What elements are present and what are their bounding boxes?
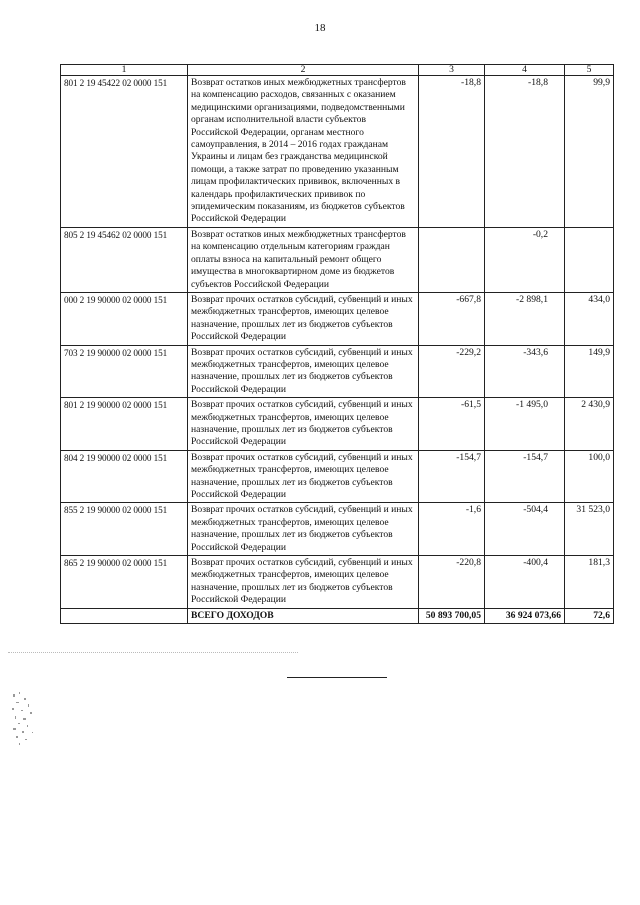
value-col-5: 2 430,9: [565, 398, 614, 451]
header-col-4: 4: [485, 65, 565, 76]
total-col-4: 36 924 073,66: [485, 608, 565, 623]
value-col-5: 149,9: [565, 345, 614, 398]
header-col-2: 2: [188, 65, 419, 76]
value-col-5: [565, 227, 614, 292]
income-name: Возврат остатков иных межбюджетных трансфертов на компенсацию расходов, связанных с оказанием медицинскими организациями, подведомственными органам исполнительной власти субъектов Российской Федерации, органам местного самоуправления, в 2014 – 2016 годах гражданам Украины и лицам без гражданства медицинской помощи, а также затрат по проведению указанным лицам профилактических прививок, включенных в календарь профилактических прививок по эпидемическим показаниям, из бюджетов субъектов Российской Федерации: [188, 76, 419, 228]
value-col-5: 100,0: [565, 450, 614, 503]
income-name: Возврат прочих остатков субсидий, субвенций и иных межбюджетных трансфертов, имеющих целевое назначение, прошлых лет из бюджетов субъектов Российской Федерации: [188, 556, 419, 609]
table-row: [61, 76, 614, 228]
budget-code: 855 2 19 90000 02 0000 151: [61, 503, 188, 556]
value-col-4: -1 495,0: [485, 398, 565, 451]
value-col-3: -1,6: [419, 503, 485, 556]
value-col-4: -343,6: [485, 345, 565, 398]
value-col-5: 434,0: [565, 292, 614, 345]
value-col-4: -504,4: [485, 503, 565, 556]
value-col-3: -229,2: [419, 345, 485, 398]
table-header-row: [61, 65, 614, 76]
table-row: [61, 556, 614, 609]
value-col-5: 99,9: [565, 76, 614, 228]
value-col-4: -18,8: [485, 76, 565, 228]
header-col-3: 3: [419, 65, 485, 76]
value-col-4: -2 898,1: [485, 292, 565, 345]
income-name: Возврат прочих остатков субсидий, субвенций и иных межбюджетных трансфертов, имеющих целевое назначение, прошлых лет из бюджетов субъектов Российской Федерации: [188, 292, 419, 345]
value-col-3: -154,7: [419, 450, 485, 503]
scan-artifact-line: [8, 652, 298, 653]
value-col-3: -220,8: [419, 556, 485, 609]
value-col-4: -400,4: [485, 556, 565, 609]
total-empty-cell: [61, 608, 188, 623]
header-col-1: 1: [61, 65, 188, 76]
income-name: Возврат прочих остатков субсидий, субвенций и иных межбюджетных трансфертов, имеющих целевое назначение, прошлых лет из бюджетов субъектов Российской Федерации: [188, 345, 419, 398]
scan-speckle-mark: [10, 690, 38, 750]
table-row: [61, 345, 614, 398]
page-number: 18: [314, 22, 326, 34]
value-col-4: -0,2: [485, 227, 565, 292]
budget-code: 805 2 19 45462 02 0000 151: [61, 227, 188, 292]
table-row: [61, 292, 614, 345]
income-name: Возврат остатков иных межбюджетных трансфертов на компенсацию отдельным категориям граждан оплаты взноса на капитальный ремонт общего имущества в многоквартирном доме из бюджетов субъектов Российской Федерации: [188, 227, 419, 292]
value-col-5: 181,3: [565, 556, 614, 609]
total-col-5: 72,6: [565, 608, 614, 623]
budget-code: 000 2 19 90000 02 0000 151: [61, 292, 188, 345]
income-name: Возврат прочих остатков субсидий, субвенций и иных межбюджетных трансфертов, имеющих целевое назначение, прошлых лет из бюджетов субъектов Российской Федерации: [188, 398, 419, 451]
value-col-4: -154,7: [485, 450, 565, 503]
income-name: Возврат прочих остатков субсидий, субвенций и иных межбюджетных трансфертов, имеющих целевое назначение, прошлых лет из бюджетов субъектов Российской Федерации: [188, 450, 419, 503]
budget-code: 865 2 19 90000 02 0000 151: [61, 556, 188, 609]
budget-code: 801 2 19 45422 02 0000 151: [61, 76, 188, 228]
table-row: [61, 450, 614, 503]
table-row: [61, 227, 614, 292]
header-col-5: 5: [565, 65, 614, 76]
value-col-3: -61,5: [419, 398, 485, 451]
table-row: [61, 398, 614, 451]
revenue-table: [60, 64, 614, 624]
value-col-3: -667,8: [419, 292, 485, 345]
total-col-3: 50 893 700,05: [419, 608, 485, 623]
value-col-3: -18,8: [419, 76, 485, 228]
value-col-3: [419, 227, 485, 292]
table-row: [61, 503, 614, 556]
budget-code: 703 2 19 90000 02 0000 151: [61, 345, 188, 398]
total-label: ВСЕГО ДОХОДОВ: [188, 608, 419, 623]
budget-code: 801 2 19 90000 02 0000 151: [61, 398, 188, 451]
income-name: Возврат прочих остатков субсидий, субвенций и иных межбюджетных трансфертов, имеющих целевое назначение, прошлых лет из бюджетов субъектов Российской Федерации: [188, 503, 419, 556]
total-row: [61, 608, 614, 623]
budget-code: 804 2 19 90000 02 0000 151: [61, 450, 188, 503]
end-rule: [287, 677, 387, 678]
value-col-5: 31 523,0: [565, 503, 614, 556]
